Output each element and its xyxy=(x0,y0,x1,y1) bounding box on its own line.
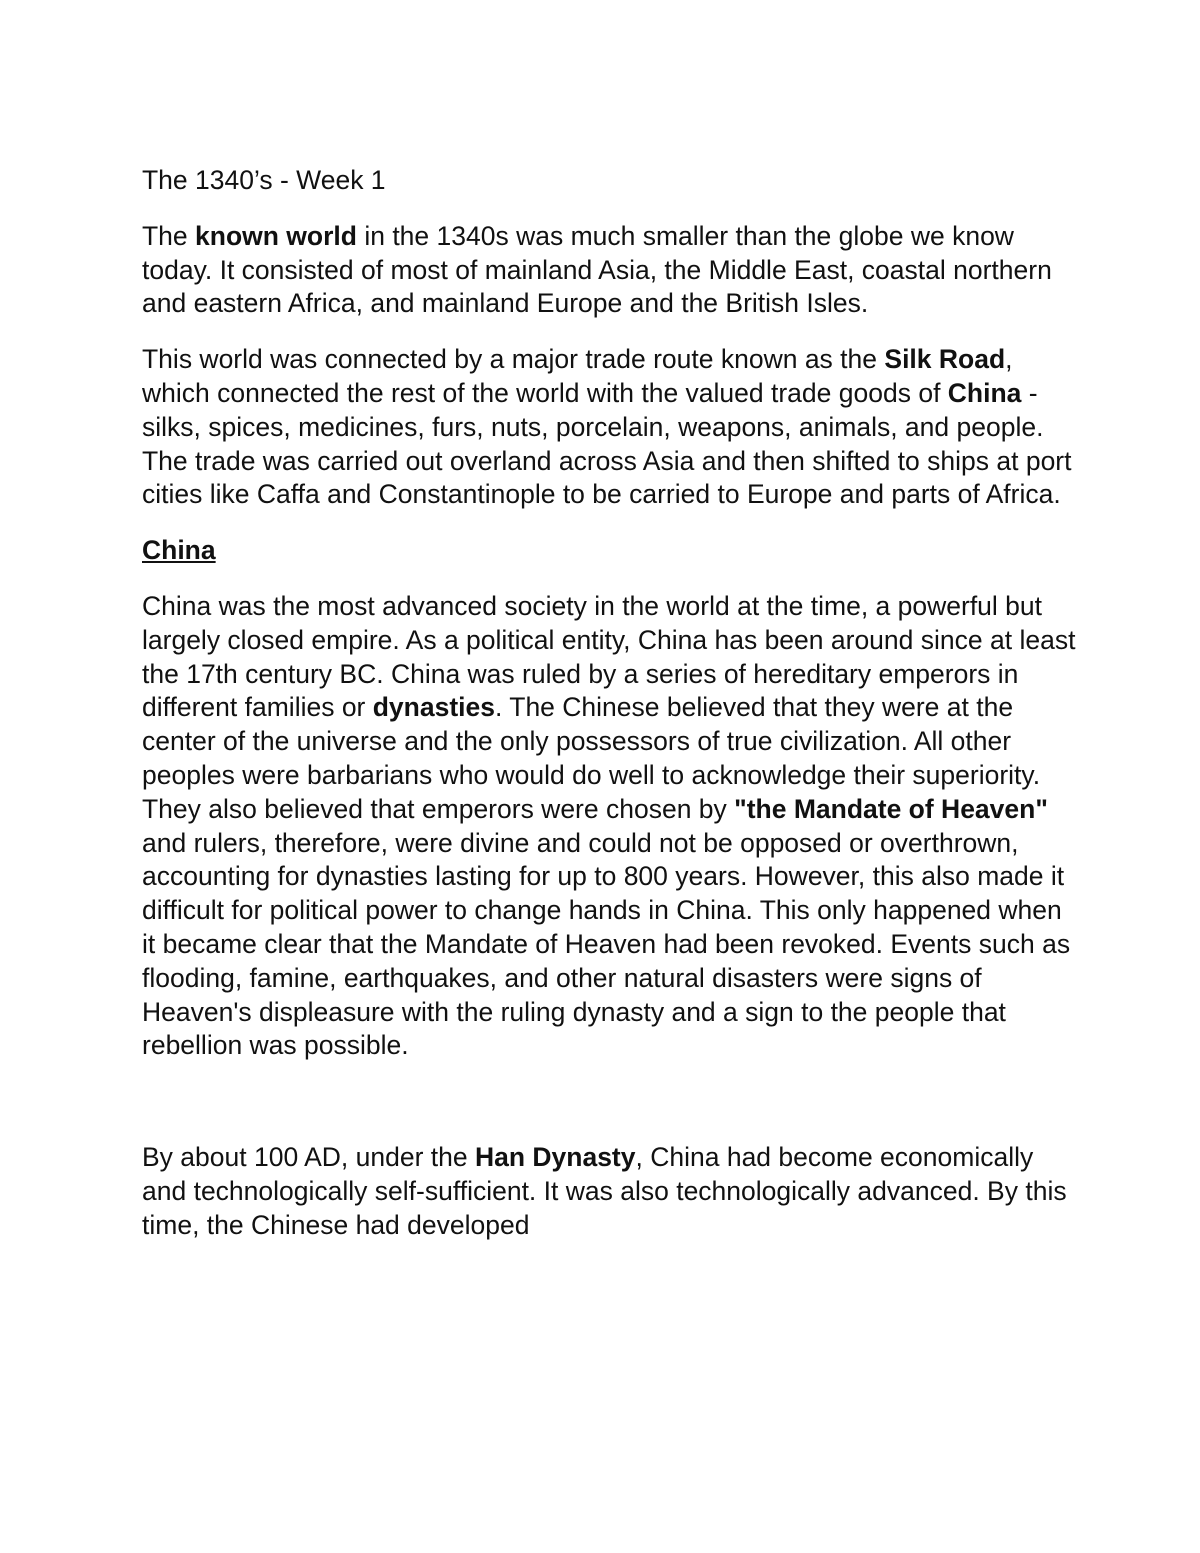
term-han-dynasty: Han Dynasty xyxy=(474,1142,636,1173)
term-dynasties: dynasties xyxy=(372,692,496,723)
document-title: The 1340’s - Week 1 xyxy=(142,165,386,195)
paragraph-china-society: China was the most advanced society in the world at the time, a powerful but largely closed empire. As a political entity, China has been around since at least the 17th century BC. China was ruled by a series of hereditary emperors in different families or dynasties. The Chinese believed that they were at the center of the universe and the only possessors of true civilization. All other peoples were barbarians who would do well to acknowledge their superiority. They also believed that emperors were chosen by "the Mandate of Heaven" and rulers, therefore, were divine and could not be opposed or overthrown, accounting for dynasties lasting for up to 800 years. However, this also made it difficult for political power to change hands in China. This only happened when it became clear that the Mandate of Heaven had been revoked. Events such as flooding, famine, earthquakes, and other natural disasters were signs of Heaven's displeasure with the ruling dynasty and a sign to the people that rebellion was possible. xyxy=(142,590,1076,1061)
paragraph-silk-road: This world was connected by a major trade route known as the Silk Road, which connected the rest of the world with the valued trade goods of China - silks, spices, medicines, furs, nuts, porcelain, weapons, animals, and people. The trade was carried out overland across Asia and then shifted to ships at port cities like Caffa and Constantinople to be carried to Europe and parts of Africa. xyxy=(142,344,1072,510)
term-china: China xyxy=(947,377,1022,408)
document-page xyxy=(142,164,1082,1265)
term-silk-road: Silk Road xyxy=(884,344,1006,375)
paragraph-known-world: The known world in the 1340s was much smaller than the globe we know today. It consisted of most of mainland Asia, the Middle East, coastal northern and eastern Africa, and mainland Europe and the British Isles. xyxy=(142,220,1052,319)
blank-line xyxy=(142,1085,1082,1141)
term-mandate-of-heaven: "the Mandate of Heaven" xyxy=(734,793,1048,824)
term-known-world: known world xyxy=(195,220,357,251)
section-heading-china: China xyxy=(142,535,216,566)
paragraph-han-dynasty: By about 100 AD, under the Han Dynasty, China had become economically and technologically self-sufficient. It was also technologically advanced. By this time, the Chinese had developed xyxy=(142,1142,1067,1240)
